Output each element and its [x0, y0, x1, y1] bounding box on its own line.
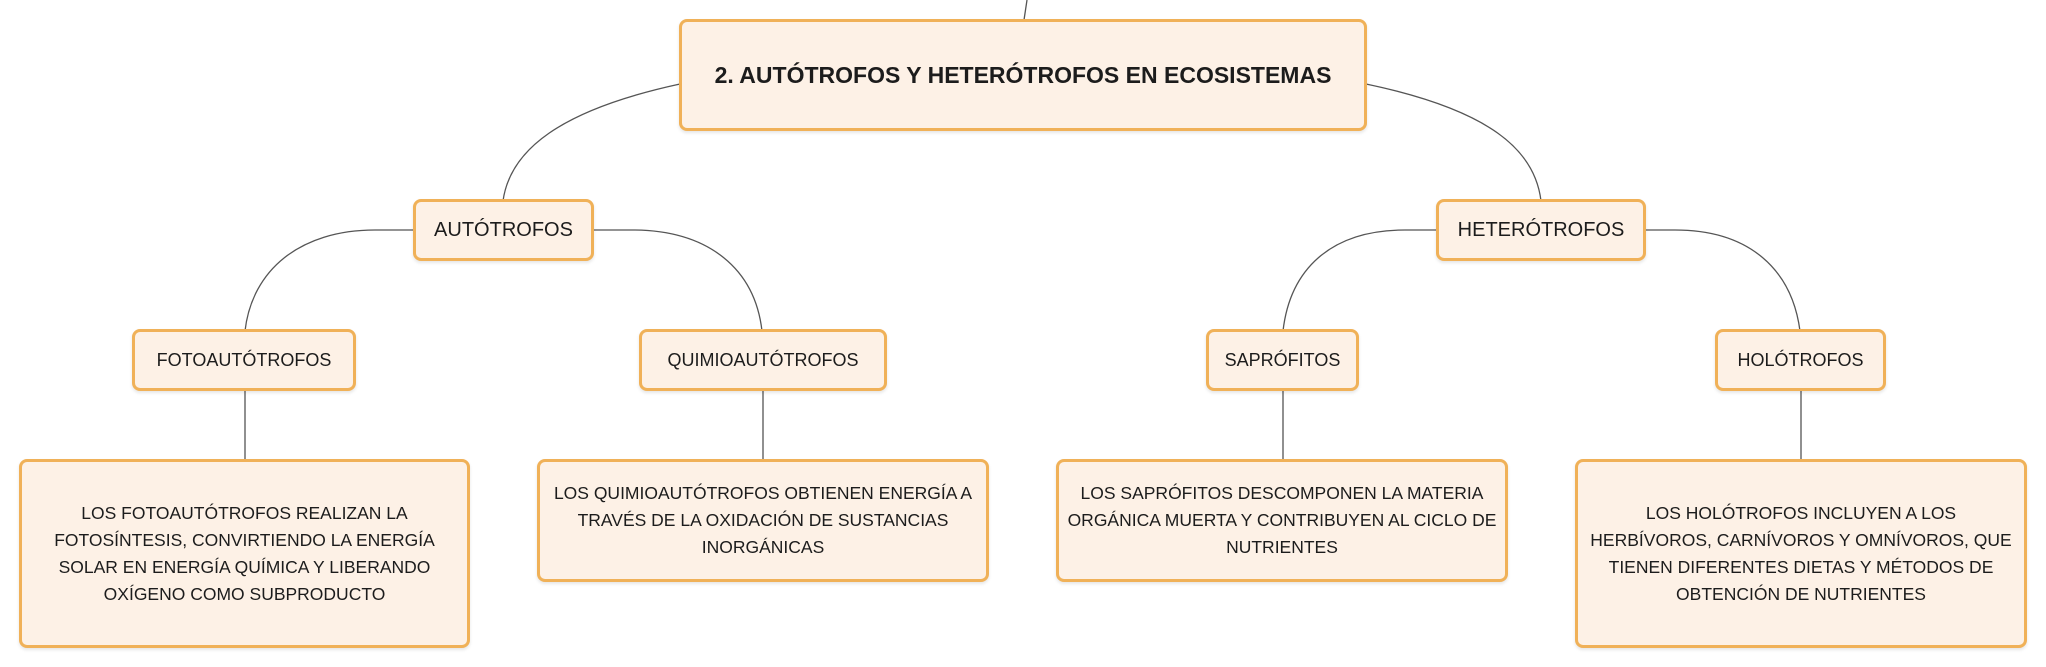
connector-parent-to-root — [1024, 0, 1027, 20]
desc-quimioautotrofos-text: LOS QUIMIOAUTÓTROFOS OBTIENEN ENERGÍA A TRAVÉS DE LA OXIDACIÓN DE SUSTANCIAS INORGÁNICAS — [553, 483, 973, 557]
connector-autotrofos-to-quimioautotrofos — [593, 230, 762, 331]
node-quimioautotrofos[interactable] — [639, 329, 887, 391]
node-holotrofos[interactable] — [1715, 329, 1886, 391]
node-heterotrofos[interactable] — [1436, 199, 1646, 261]
node-holotrofos-label: HOLÓTROFOS — [1737, 349, 1864, 370]
node-fotoautotrofos[interactable] — [132, 329, 356, 391]
node-autotrofos[interactable] — [413, 199, 594, 261]
connector-heterotrofos-to-holotrofos — [1645, 230, 1800, 331]
node-quimioautotrofos-label: QUIMIOAUTÓTROFOS — [667, 349, 859, 370]
desc-fotoautotrofos[interactable] — [19, 459, 470, 648]
desc-quimioautotrofos[interactable] — [537, 459, 989, 582]
node-heterotrofos-label: HETERÓTROFOS — [1457, 218, 1625, 241]
desc-saprofitos[interactable] — [1056, 459, 1508, 582]
desc-saprofitos-text: LOS SAPRÓFITOS DESCOMPONEN LA MATERIA ORGÁNICA MUERTA Y CONTRIBUYEN AL CICLO DE NUTRIENTES — [1067, 483, 1497, 557]
connector-heterotrofos-to-saprofitos — [1283, 230, 1437, 331]
root-node[interactable] — [679, 19, 1367, 131]
node-saprofitos[interactable] — [1206, 329, 1359, 391]
node-saprofitos-label: SAPRÓFITOS — [1224, 349, 1341, 370]
node-fotoautotrofos-label: FOTOAUTÓTROFOS — [156, 349, 332, 370]
connector-autotrofos-to-fotoautotrofos — [245, 230, 414, 331]
connector-root-to-heterotrofos — [1366, 84, 1541, 201]
desc-fotoautotrofos-text: LOS FOTOAUTÓTROFOS REALIZAN LA FOTOSÍNTESIS, CONVIRTIENDO LA ENERGÍA SOLAR EN ENERGÍA QUÍMICA Y LIBERANDO OXÍGENO COMO SUBPRODUCTO — [54, 502, 435, 604]
desc-holotrofos-text: LOS HOLÓTROFOS INCLUYEN A LOS HERBÍVOROS, CARNÍVOROS Y OMNÍVOROS, QUE TIENEN DIFERENTES DIETAS Y MÉTODOS DE OBTENCIÓN DE NUTRIENTES — [1590, 502, 2012, 604]
root-node-label: 2. AUTÓTROFOS Y HETERÓTROFOS EN ECOSISTEMAS — [714, 61, 1332, 88]
desc-holotrofos[interactable] — [1575, 459, 2027, 648]
node-autotrofos-label: AUTÓTROFOS — [434, 218, 573, 241]
connector-root-to-autotrofos — [503, 84, 680, 201]
